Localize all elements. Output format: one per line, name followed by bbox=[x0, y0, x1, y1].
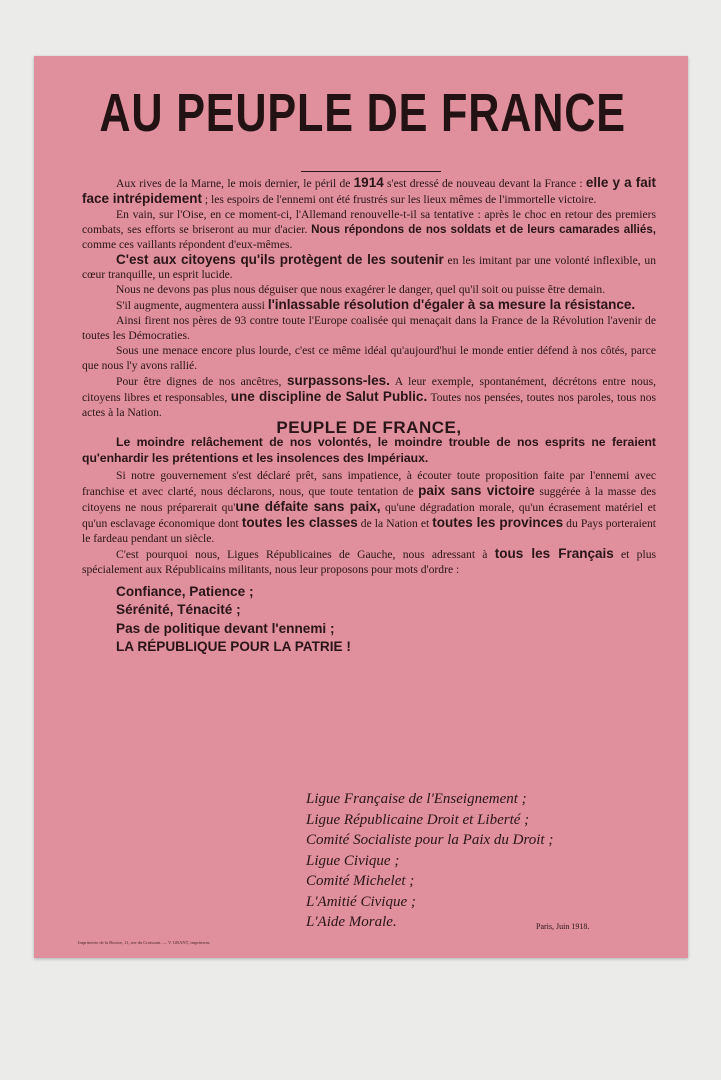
paragraph-7: Sous une menace encore plus lourde, c'est ce même idéal qu'aujourd'hui le monde entier défend à nos côtés, parce que nous l'y avons rallié. bbox=[82, 343, 656, 372]
league-item: Comité Michelet ; bbox=[306, 873, 415, 889]
league-item: Ligue Française de l'Enseignement ; bbox=[306, 791, 527, 807]
league-item: Comité Socialiste pour la Paix du Droit ; bbox=[306, 832, 554, 848]
paragraph-9: Si notre gouvernement s'est déclaré prêt, sans impatience, à écouter toute proposition faite par l'ennemi avec franchise et avec clarté, nous déclarons, nous, que toute tentation de paix sans victoire suggérée à la masse des citoyens ne nous préparerait qu'une défaite sans paix, qu'une dégradation morale, qu'un écrasement matériel et qu'un esclavage économique dont toutes les classes de la Nation et toutes les provinces du Pays porteraient le fardeau pendant un siècle. bbox=[82, 469, 657, 546]
league-item: L'Amitié Civique ; bbox=[306, 893, 416, 910]
poster-title: AU PEUPLE DE FRANCE bbox=[99, 83, 626, 143]
mottos bbox=[116, 583, 656, 657]
subtitle: PEUPLE DE FRANCE, bbox=[276, 417, 462, 437]
paragraph-2: En vain, sur l'Oise, en ce moment-ci, l'Allemand renouvelle-t-il sa tentative : après le choc en retour des premiers combats, ses efforts se briseront au mur d'acier. Nous répondons de nos soldats et de leurs camarades alliés, comme ces vaillants répondent d'eux-mêmes. bbox=[82, 207, 656, 251]
paragraph-10: C'est pourquoi nous, Ligues Républicaines de Gauche, nous adressant à tous les Français et plus spécialement aux Républicains militants, nous leur proposons pour mots d'ordre : bbox=[82, 545, 656, 576]
league-item: Ligue Civique ; bbox=[306, 852, 400, 869]
league-item: L'Aide Morale. bbox=[306, 914, 397, 930]
paragraph-4: Nous ne devons pas plus nous déguiser que nous exagérer le danger, quel qu'il soit ou puisse être demain. bbox=[116, 283, 606, 297]
poster bbox=[34, 56, 688, 958]
motto-line: Confiance, Patience ; bbox=[116, 583, 254, 599]
printer-imprint: Imprimerie de la Bourse, 11, rue du Croissant. — V. GRANT, imprimeur. bbox=[78, 940, 211, 945]
signatory-leagues bbox=[306, 789, 553, 933]
paragraph-6: Ainsi firent nos pères de 93 contre toute l'Europe coalisée qui menaçait dans la France de la Révolution l'avenir de toutes les Démocraties. bbox=[82, 314, 656, 343]
paragraph-5: S'il augmente, augmentera aussi l'inlassable résolution d'égaler à sa mesure la résistance. bbox=[116, 297, 636, 313]
date-place: Paris, Juin 1918. bbox=[536, 922, 590, 931]
paragraph-3: C'est aux citoyens qu'ils protègent de les soutenir en les imitant par une volonté inflexible, un cœur tranquille, un esprit lucide. bbox=[82, 251, 657, 282]
paragraph-8: Pour être dignes de nos ancêtres, surpassons-les. A leur exemple, spontanément, décrétons entre nous, citoyens libres et responsables, une discipline de Salut Public. Toutes nos pensées, toutes nos paroles, tous nos actes à la Nation. bbox=[82, 372, 656, 419]
lead-paragraph: Le moindre relâchement de nos volontés, le moindre trouble de nos esprits ne feraient qu'enhardir les prétentions et les insolences des Impériaux. bbox=[82, 435, 656, 465]
motto-line: Pas de politique devant l'ennemi ; bbox=[116, 620, 335, 636]
poster-body bbox=[82, 176, 656, 656]
title-divider bbox=[301, 171, 441, 172]
league-item: Ligue Républicaine Droit et Liberté ; bbox=[306, 811, 530, 828]
motto-line: Sérénité, Ténacité ; bbox=[116, 602, 241, 618]
motto-line: LA RÉPUBLIQUE POUR LA PATRIE ! bbox=[116, 638, 351, 654]
paragraph-1: Aux rives de la Marne, le mois dernier, le péril de 1914 s'est dressé de nouveau devant la France : elle y a fait face intrépidement ; les espoirs de l'ennemi ont été frustrés sur les lieux mêmes de l'immortelle victoire. bbox=[82, 175, 656, 206]
